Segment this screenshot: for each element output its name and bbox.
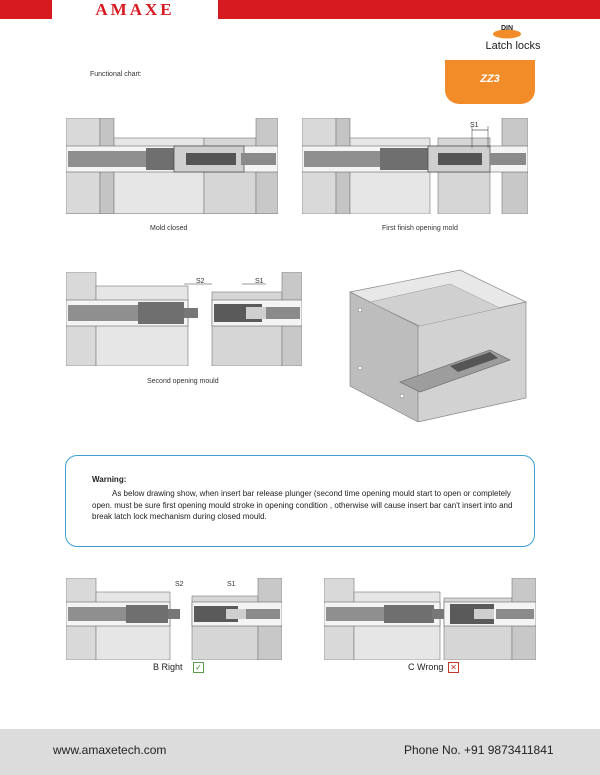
product-code: ZZ3 xyxy=(480,73,500,85)
warning-body: As below drawing show, when insert bar release plunger (second time opening mould start to open or completely open. must be sure first opening mould stroke in opening condition , otherwise will cause insert bar can't insert into and break latch lock mechanism during closed mould. xyxy=(92,489,513,521)
wrong-cross-icon: ✕ xyxy=(448,662,459,673)
product-title: Latch locks xyxy=(485,40,541,52)
label-right-example: B Right xyxy=(153,662,183,672)
right-check-icon: ✓ xyxy=(193,662,204,673)
dim-s1-right: S1 xyxy=(227,581,236,588)
diagram-second-opening xyxy=(66,272,302,366)
dim-s2-second: S2 xyxy=(196,278,205,285)
diagram-wrong-example xyxy=(324,578,536,660)
dim-s2-right: S2 xyxy=(175,581,184,588)
diagram-first-opening xyxy=(302,118,528,214)
din-label: DIN xyxy=(500,25,514,32)
dim-s1-second: S1 xyxy=(255,278,264,285)
mold-3d-illustration xyxy=(340,262,530,422)
caption-second-opening: Second opening mould xyxy=(147,378,219,385)
caption-mold-closed: Mold closed xyxy=(150,225,188,232)
warning-title: Warning: xyxy=(92,475,127,484)
diagram-right-example xyxy=(66,578,282,660)
caption-first-opening: First finish opening mold xyxy=(382,225,458,232)
footer-phone: Phone No. +91 9873411841 xyxy=(404,743,554,757)
section-title: Functional chart: xyxy=(90,71,142,78)
dim-s1-first: S1 xyxy=(470,122,479,129)
brand-logo: AMAXE xyxy=(95,0,175,19)
footer-website[interactable]: www.amaxetech.com xyxy=(53,743,167,757)
label-wrong-example: C Wrong xyxy=(408,662,444,672)
diagram-mold-closed xyxy=(66,118,278,214)
